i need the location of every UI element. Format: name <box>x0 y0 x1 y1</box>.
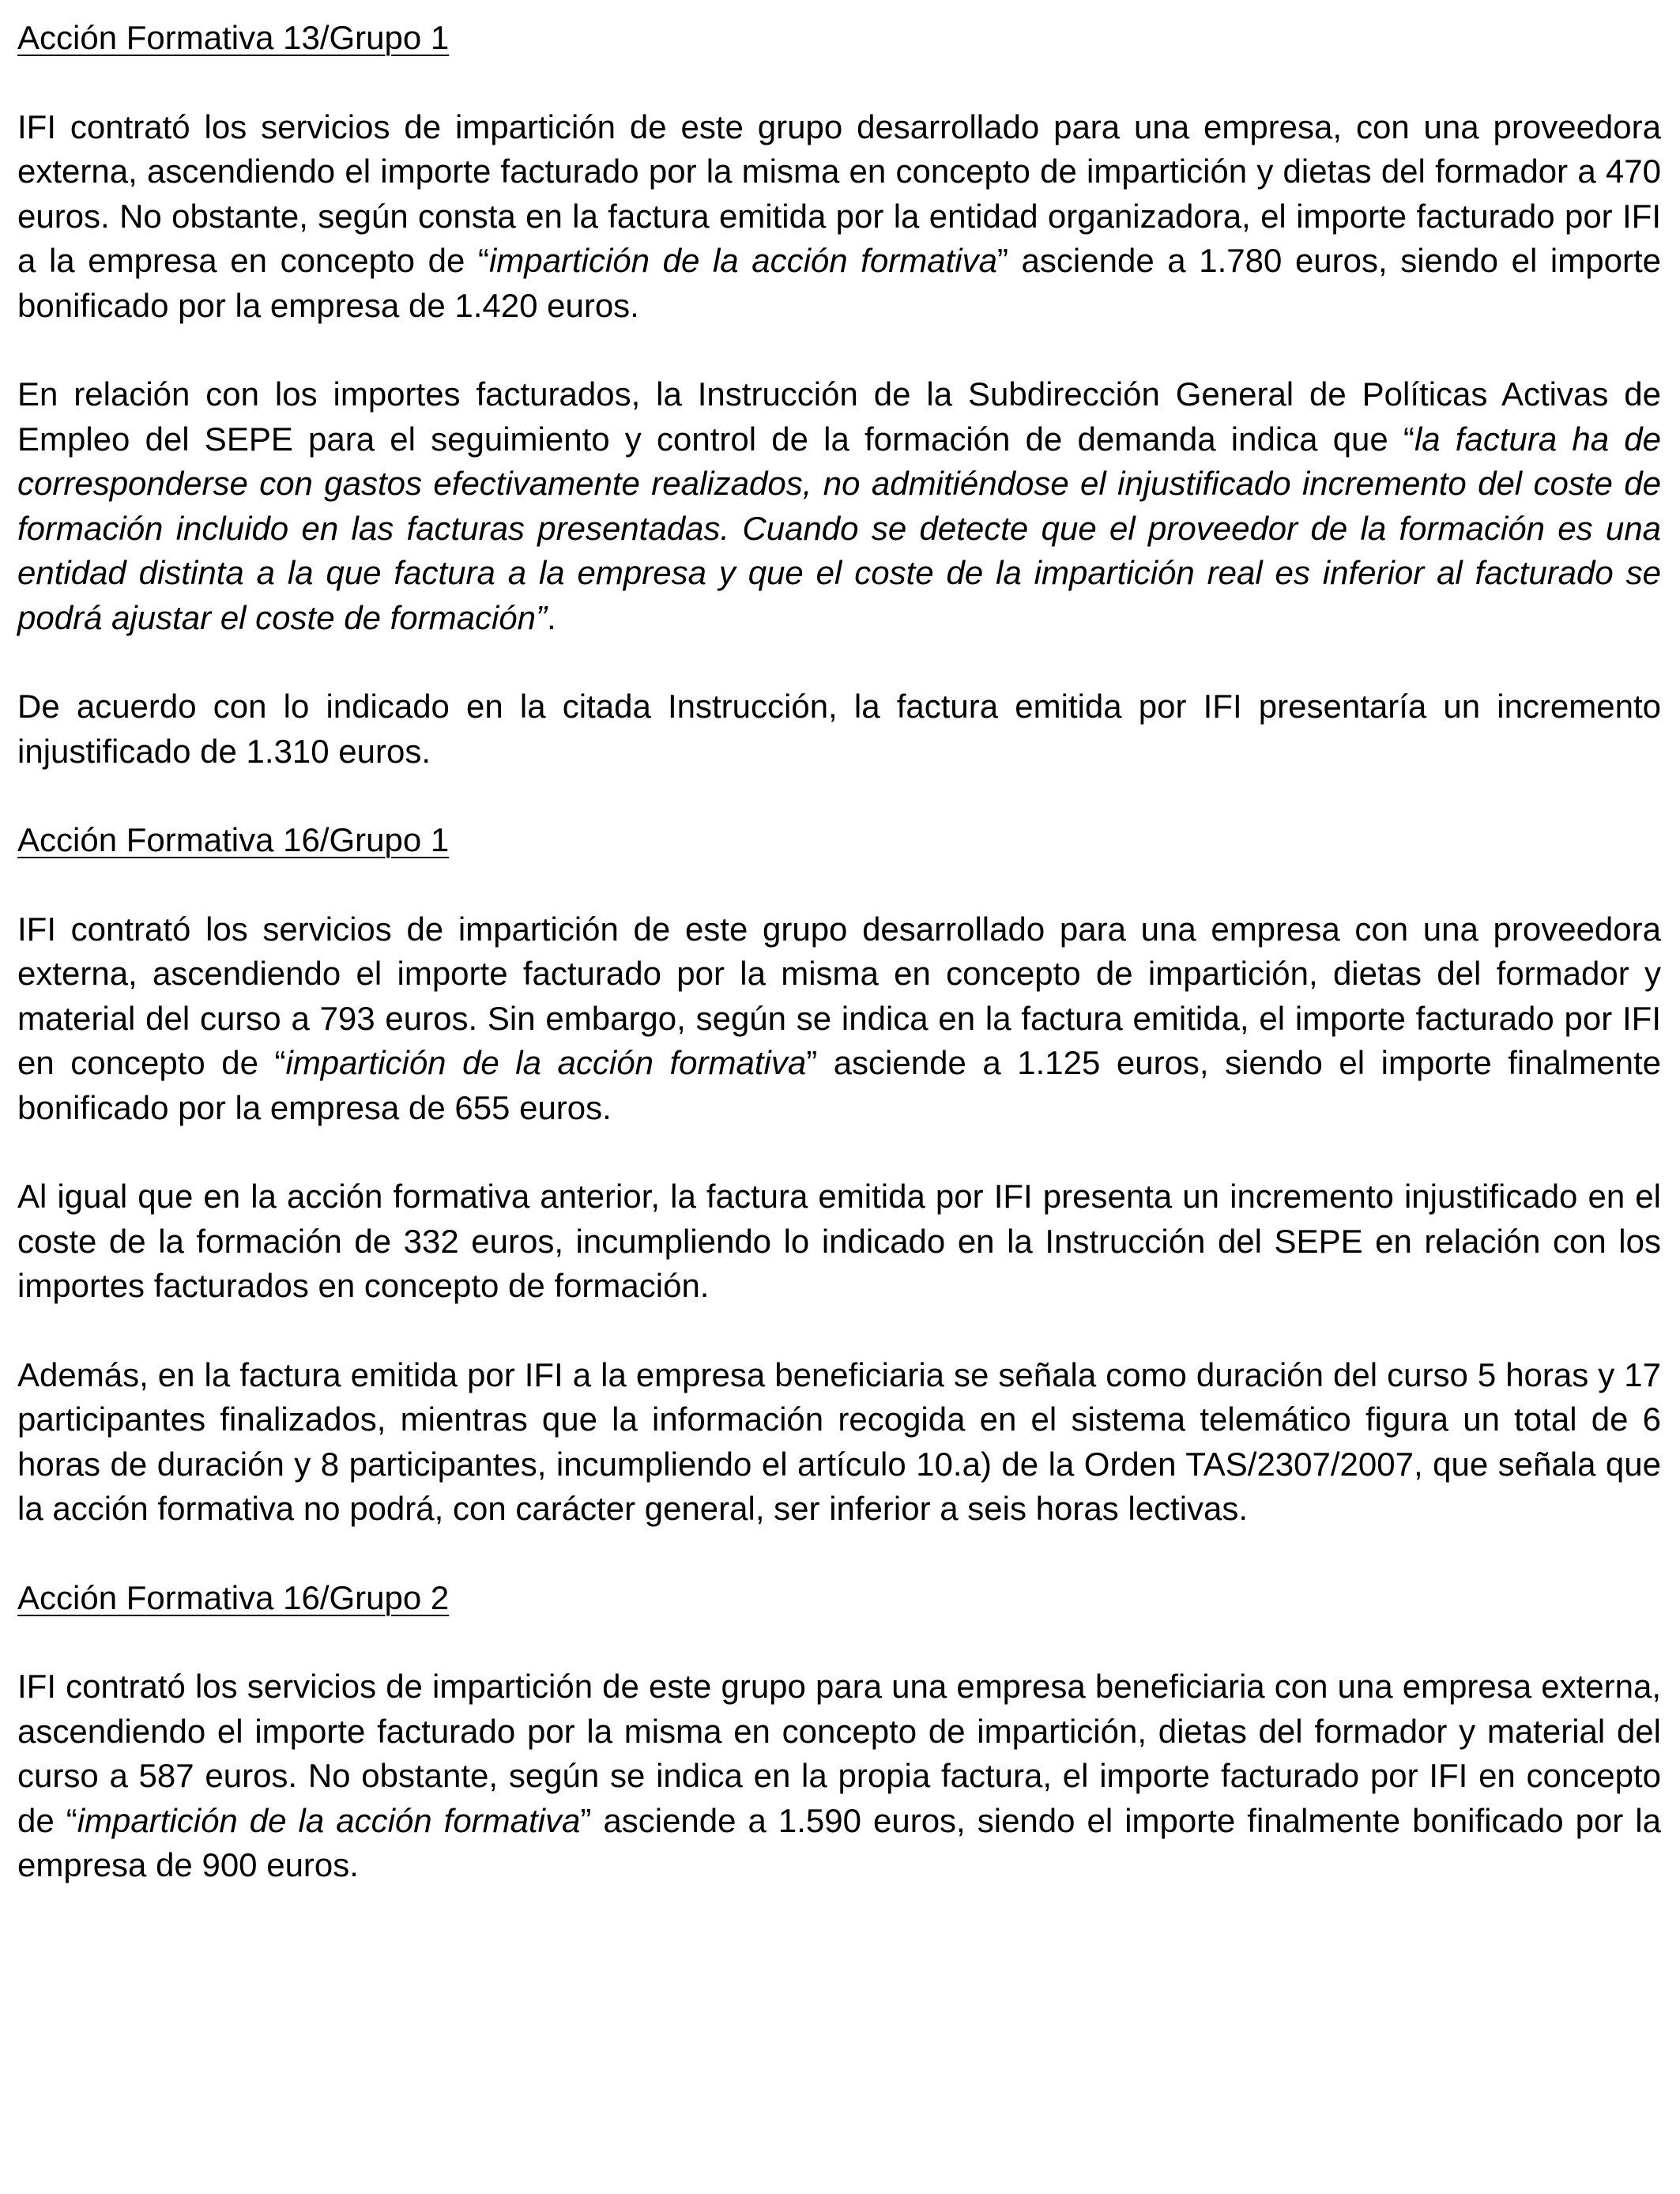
paragraph-text: IFI contrató los servicios de impartición de este grupo para una empresa beneficiaria con una empresa externa, ascendiendo el importe facturado por la misma en concepto de impartición, dietas del formador y material del curso a 587 euros. No obstante, según se indica en la propia factura, el importe facturado por IFI en concepto de “ <box>17 1668 1661 1839</box>
paragraph-text: Al igual que en la acción formativa anterior, la factura emitida por IFI presenta un incremento injustificado en el coste de la formación de 332 euros, incumpliendo lo indicado en la Instrucción del SEPE en relación con los importes facturados en concepto de formación. <box>17 1178 1661 1304</box>
paragraph <box>17 105 1661 329</box>
paragraph-text: ” asciende a 1.125 euros, siendo el importe finalmente bonificado por la empresa de 655 euros. <box>17 1044 1661 1126</box>
paragraph-text: IFI contrató los servicios de impartición de este grupo desarrollado para una empresa con una proveedora externa, ascendiendo el importe facturado por la misma en concepto de impartición, dietas del formador y material del curso a 793 euros. Sin embargo, según se indica en la factura emitida, el importe facturado por IFI en concepto de “ <box>17 910 1661 1081</box>
paragraph-text: IFI contrató los servicios de impartición de este grupo desarrollado para una empresa, con una proveedora externa, ascendiendo el importe facturado por la misma en concepto de impartición y dietas del formador a 470 euros. No obstante, según consta en la factura emitida por la entidad organizadora, el importe facturado por IFI a la empresa en concepto de “ <box>17 107 1661 279</box>
paragraph-italic-text: impartición de la acción formativa <box>488 242 997 279</box>
paragraph-text: Además, en la factura emitida por IFI a la empresa beneficiaria se señala como duración del curso 5 horas y 17 participantes finalizados, mientras que la información recogida en el sistema telemático figura un total de 6 horas de duración y 8 participantes, incumpliendo el artículo 10.a) de la Orden TAS/2307/2007, que señala que la acción formativa no podrá, con carácter general, ser inferior a seis horas lectivas. <box>17 1355 1661 1527</box>
paragraph-text: De acuerdo con lo indicado en la citada Instrucción, la factura emitida por IFI presentaría un incremento injustificado de 1.310 euros. <box>17 688 1661 770</box>
paragraph-text: . <box>547 598 556 636</box>
paragraph-text: ” asciende a 1.780 euros, siendo el importe bonificado por la empresa de 1.420 euros. <box>17 242 1661 324</box>
paragraph-italic-text: impartición de la acción formativa <box>285 1044 807 1081</box>
section-heading: Acción Formativa 16/Grupo 1 <box>17 821 450 858</box>
paragraph <box>17 1664 1661 1888</box>
paragraph-italic-text: impartición de la acción formativa <box>77 1801 581 1839</box>
paragraph <box>17 684 1661 774</box>
paragraph <box>17 372 1661 640</box>
paragraph-text: ” asciende a 1.590 euros, siendo el importe finalmente bonificado por la empresa de 900 euros. <box>17 1801 1661 1883</box>
paragraph-italic-text: la factura ha de corresponderse con gastos efectivamente realizados, no admitiéndose el injustificado incremento del coste de formación incluido en las facturas presentadas. Cuando se detecte que el proveedor de la formación es una entidad distinta a la que factura a la empresa y que el coste de la impartición real es inferior al facturado se podrá ajustar el coste de formación” <box>17 420 1661 636</box>
document-page <box>17 16 1661 1932</box>
paragraph <box>17 1353 1661 1532</box>
paragraph <box>17 907 1661 1131</box>
paragraph <box>17 1174 1661 1309</box>
section-heading: Acción Formativa 13/Grupo 1 <box>17 19 450 56</box>
paragraph-text: En relación con los importes facturados, la Instrucción de la Subdirección General de Políticas Activas de Empleo del SEPE para el seguimiento y control de la formación de demanda indica que “ <box>17 375 1661 458</box>
section-heading: Acción Formativa 16/Grupo 2 <box>17 1578 450 1616</box>
